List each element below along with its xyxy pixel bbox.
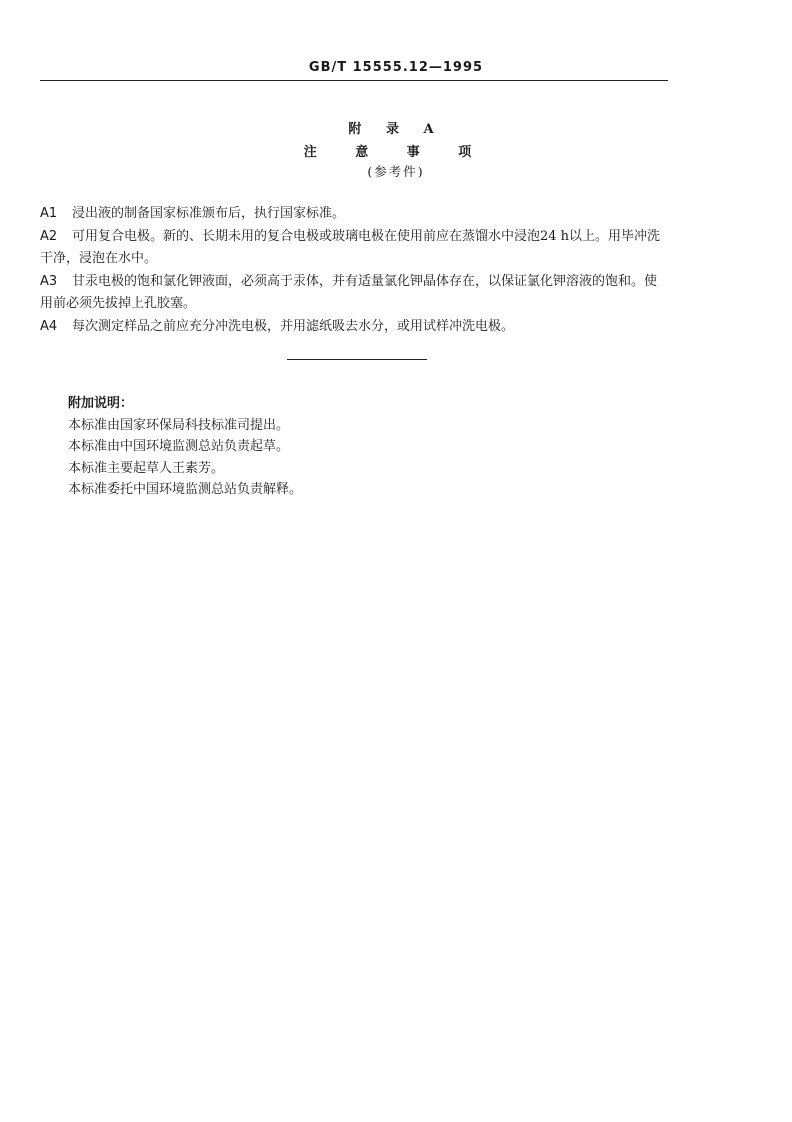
notes-line: 本标准由中国环境监测总站负责起草。: [68, 439, 290, 454]
appendix-label: 附 录 A: [348, 122, 444, 137]
appendix-subtitle: (参考件): [367, 164, 425, 179]
item-number: A3: [40, 273, 58, 289]
page-header-standard-code: GB/T 15555.12—1995: [308, 60, 484, 75]
item-number: A1: [40, 206, 58, 221]
item-text: 每次测定样品之前应充分冲洗电极，并用滤纸吸去水分，或用试样冲洗电极。: [72, 318, 515, 334]
section-divider: [287, 359, 427, 360]
item-text: 甘汞电极的饱和氯化钾液面，必须高于汞体，并有适量氯化钾晶体存在，以保证氯化钾溶液的饱和。使用前必须先拔掉上孔胶塞。: [40, 273, 658, 311]
list-item: [40, 316, 668, 339]
header-rule: [40, 80, 668, 81]
notes-line: 本标准由国家环保局科技标准司提出。: [68, 417, 290, 433]
list-item: [40, 226, 668, 271]
appendix-title: 注 意 事 项: [303, 145, 489, 160]
notes-heading: 附加说明：: [68, 396, 134, 411]
list-item: [40, 271, 668, 316]
item-text: 浸出液的制备国家标准颁布后，执行国家标准。: [72, 206, 346, 221]
additional-notes: [68, 393, 302, 501]
list-item: [40, 203, 668, 226]
notes-line: 本标准主要起草人王素芳。: [68, 460, 225, 476]
item-number: A4: [40, 318, 58, 334]
item-number: A2: [40, 228, 58, 244]
notes-line: 本标准委托中国环境监测总站负责解释。: [68, 482, 303, 497]
notes-list: [40, 203, 668, 338]
item-text: 可用复合电极。新的、长期未用的复合电极或玻璃电极在使用前应在蒸馏水中浸泡24 h以上。用毕冲洗干净，浸泡在水中。: [40, 228, 661, 266]
